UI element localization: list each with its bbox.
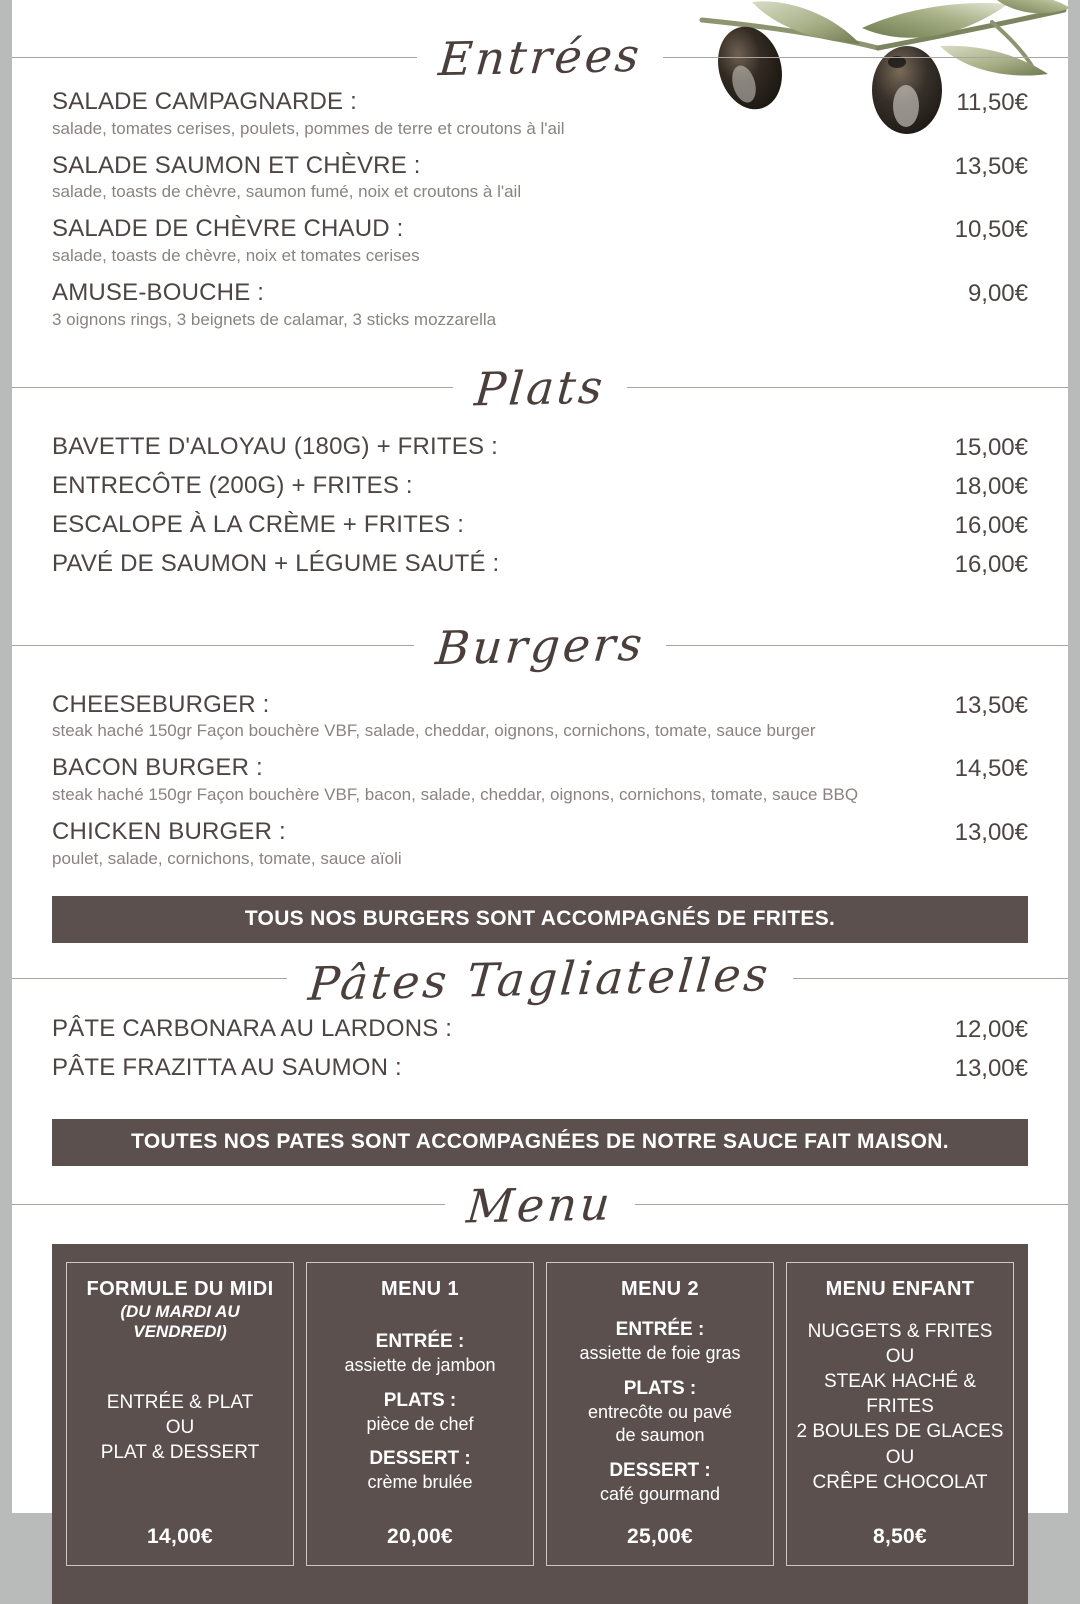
menu-item-text	[52, 511, 933, 539]
menu-box-lines	[315, 1301, 525, 1513]
menu-box-line: OU	[165, 1417, 195, 1439]
menu-item-desc: salade, tomates cerises, poulets, pommes de terre et croutons à l'ail	[52, 118, 565, 138]
menu-item	[52, 550, 1028, 579]
section-body-plats	[12, 433, 1068, 579]
menu-item-name: PÂTE CARBONARA AU LARDONS :	[52, 1014, 453, 1042]
menu-item-name: SALADE DE CHÈVRE CHAUD :	[52, 215, 404, 243]
menu-item-name: ESCALOPE À LA CRÈME + FRITES :	[52, 510, 465, 538]
section-title-plats: Plats	[472, 359, 608, 417]
pates-banner: TOUTES NOS PATES SONT ACCOMPAGNÉES DE NOTRE SAUCE FAIT MAISON.	[52, 1119, 1028, 1166]
menu-box-title: FORMULE DU MIDI	[86, 1277, 274, 1300]
menu-box-price: 14,00€	[146, 1525, 214, 1549]
menu-box-line: PLAT & DESSERT	[100, 1442, 260, 1464]
menu-item-name: CHEESEBURGER :	[52, 690, 270, 718]
menu-item-name: PÂTE FRAZITTA AU SAUMON :	[52, 1053, 402, 1081]
divider-left	[12, 645, 414, 646]
menu-item	[52, 88, 1028, 140]
divider-left	[12, 1204, 445, 1205]
menu-item	[52, 511, 1028, 540]
menu-box-title: MENU 1	[381, 1277, 459, 1300]
section-header-pates	[12, 943, 1068, 1015]
menu-item-price: 13,00€	[954, 819, 1028, 847]
section-header-entrees	[12, 26, 1068, 88]
menu-item-price: 9,00€	[967, 280, 1028, 308]
menu-item-desc: steak haché 150gr Façon bouchère VBF, bacon, salade, cheddar, oignons, cornichons, tomate, sauce BBQ	[52, 785, 859, 805]
menu-item-name: CHICKEN BURGER :	[52, 818, 286, 846]
menu-item-text	[52, 754, 933, 806]
menu-item-text	[52, 433, 933, 461]
menu-item	[52, 1015, 1028, 1044]
menu-item-name: SALADE CAMPAGNARDE :	[52, 88, 357, 115]
section-header-menu	[12, 1166, 1068, 1244]
menu-item	[52, 691, 1028, 743]
section-body-pates	[12, 1015, 1068, 1083]
menu-item-name: BACON BURGER :	[52, 754, 263, 782]
menu-box-menu-1	[306, 1262, 534, 1566]
menu-item-text	[52, 152, 933, 204]
menu-box-lines	[555, 1301, 765, 1513]
menu-box-line: crème brulée	[367, 1472, 473, 1493]
section-body-burgers	[12, 691, 1068, 870]
menu-box-line: DESSERT :	[369, 1448, 471, 1470]
menu-item-name: PAVÉ DE SAUMON + LÉGUME SAUTÉ :	[52, 549, 500, 577]
menu-item-text	[52, 691, 933, 743]
menu-item-text	[52, 279, 946, 331]
menu-item-desc: 3 oignons rings, 3 beignets de calamar, 3 sticks mozzarella	[52, 309, 497, 329]
spacer	[12, 882, 1068, 896]
section-title-pates: Pâtes Tagliatelles	[306, 946, 774, 1011]
menu-box-price: 20,00€	[386, 1525, 454, 1549]
menu-box-line: ENTRÉE :	[615, 1318, 705, 1340]
menu-item-desc: steak haché 150gr Façon bouchère VBF, salade, cheddar, oignons, cornichons, tomate, sauce burger	[52, 721, 816, 741]
menu-item-text	[52, 88, 934, 140]
menu-item-text	[52, 1054, 933, 1082]
menu-item-price: 16,00€	[954, 511, 1028, 539]
menu-box-lines	[75, 1343, 285, 1513]
divider-right	[666, 645, 1068, 646]
divider-right	[663, 57, 1068, 58]
divider-right	[635, 1204, 1068, 1205]
menu-item-price: 13,00€	[954, 1054, 1028, 1082]
menu-item-text	[52, 550, 933, 578]
menu-box-menu-2	[546, 1262, 774, 1566]
section-body-entrees	[12, 88, 1068, 331]
menu-item	[52, 754, 1028, 806]
menu-item-name: ENTRECÔTE (200G) + FRITES :	[52, 471, 413, 499]
menu-box-line: NUGGETS & FRITES	[807, 1321, 993, 1343]
menu-item	[52, 152, 1028, 204]
menu-item-price: 11,50€	[956, 89, 1028, 116]
menu-box-subtitle: (DU MARDI AU VENDREDI)	[120, 1301, 240, 1342]
menu-item	[52, 818, 1028, 870]
menu-box-lines	[795, 1301, 1005, 1513]
menu-item-desc: salade, toasts de chèvre, saumon fumé, noix et croutons à l'ail	[52, 182, 522, 202]
menu-item-price: 15,00€	[954, 433, 1028, 461]
menu-item-desc: salade, toasts de chèvre, noix et tomates cerises	[52, 245, 420, 265]
menu-item	[52, 1054, 1028, 1083]
menu-item-price: 10,50€	[954, 216, 1028, 244]
menu-item-name: AMUSE-BOUCHE :	[52, 279, 265, 307]
menu-item-text	[52, 472, 933, 500]
spacer	[12, 343, 1068, 357]
menu-box-line: entrecôte ou pavé	[587, 1401, 733, 1422]
menu-box-menu-enfant	[786, 1262, 1014, 1566]
divider-left	[12, 387, 453, 388]
menu-box-line: pièce de chef	[366, 1413, 474, 1434]
menu-item-text	[52, 818, 933, 870]
spacer	[12, 677, 1068, 691]
menu-item-price: 13,50€	[954, 691, 1028, 719]
section-header-plats	[12, 357, 1068, 419]
menu-box-title: MENU ENFANT	[825, 1277, 975, 1300]
menu-page	[12, 0, 1068, 1549]
menu-box-line: 2 BOULES DE GLACES	[796, 1421, 1004, 1443]
menu-box-title: MENU 2	[621, 1277, 699, 1300]
menu-item-text	[52, 215, 933, 267]
spacer	[12, 589, 1068, 615]
menu-item-price: 18,00€	[954, 472, 1028, 500]
menu-item	[52, 472, 1028, 501]
menu-item-text	[52, 1015, 933, 1043]
menu-item	[52, 215, 1028, 267]
menu-box-line: CRÊPE CHOCOLAT	[812, 1471, 988, 1493]
top-spacer	[12, 0, 1068, 26]
menu-box-line: assiette de jambon	[344, 1354, 496, 1375]
menu-item-price: 13,50€	[954, 152, 1028, 180]
menu-item-price: 14,50€	[954, 755, 1028, 783]
section-title-menu: Menu	[464, 1176, 616, 1234]
spacer	[12, 419, 1068, 433]
menu-item-desc: poulet, salade, cornichons, tomate, sauce aïoli	[52, 848, 402, 868]
divider-right	[793, 978, 1068, 979]
burgers-banner: TOUS NOS BURGERS SONT ACCOMPAGNÉS DE FRITES.	[52, 896, 1028, 943]
menu-box-price: 8,50€	[872, 1525, 928, 1549]
section-header-burgers	[12, 615, 1068, 677]
section-title-entrees: Entrées	[436, 27, 644, 87]
menu-box-line: de saumon	[615, 1425, 705, 1446]
menu-box-line: assiette de foie gras	[579, 1342, 741, 1363]
menu-box-line: ENTRÉE :	[375, 1330, 465, 1352]
menu-item-price: 12,00€	[954, 1015, 1028, 1043]
menu-box-line: ENTRÉE & PLAT	[106, 1392, 254, 1414]
menu-box-line: PLATS :	[383, 1389, 457, 1411]
menu-box-formule-du-midi	[66, 1262, 294, 1566]
menu-box-line: PLATS :	[623, 1377, 697, 1399]
divider-right	[627, 387, 1068, 388]
menu-item-name: SALADE SAUMON ET CHÈVRE :	[52, 151, 421, 179]
menu-box-line: café gourmand	[599, 1484, 721, 1505]
spacer	[12, 1093, 1068, 1119]
menu-item-price: 16,00€	[954, 550, 1028, 578]
menu-box-line: OU	[885, 1346, 915, 1368]
menu-box-line: OU	[885, 1446, 915, 1468]
menu-item-name: BAVETTE D'ALOYAU (180G) + FRITES :	[52, 432, 498, 460]
menu-item	[52, 279, 1028, 331]
section-title-burgers: Burgers	[433, 616, 647, 675]
menu-box-price: 25,00€	[626, 1525, 694, 1549]
menu-box-line: STEAK HACHÉ & FRITES	[823, 1371, 977, 1418]
menu-item	[52, 433, 1028, 462]
menu-box-line: DESSERT :	[609, 1460, 711, 1482]
menu-formulas-panel	[52, 1244, 1028, 1604]
divider-left	[12, 978, 287, 979]
divider-left	[12, 57, 417, 58]
